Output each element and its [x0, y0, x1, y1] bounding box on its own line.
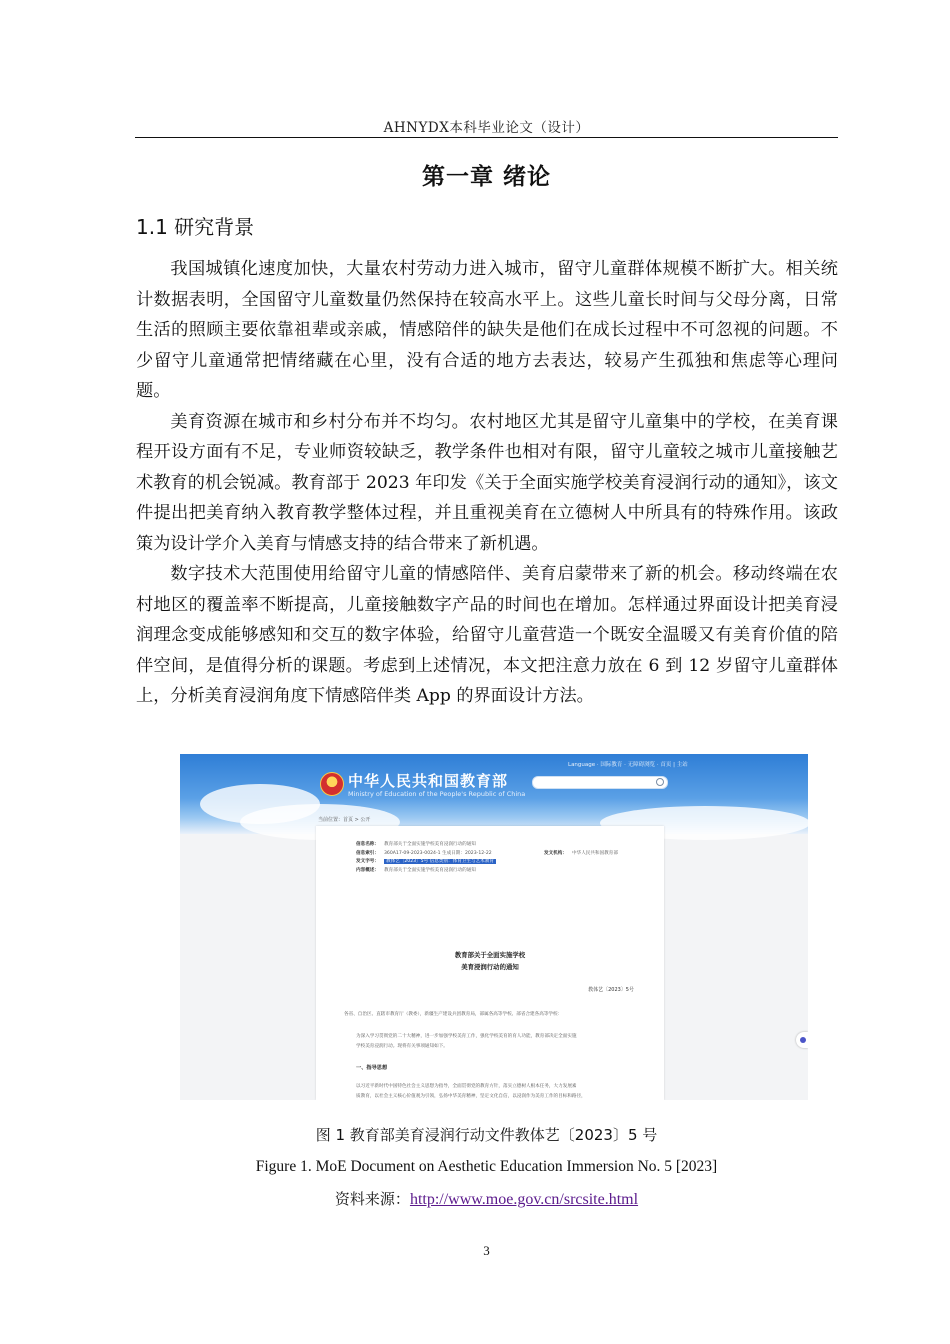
document-addressee: 各省、自治区、直辖市教育厅（教委），新疆生产建设兵团教育局，部属各高等学校、部省合建各高等学校：	[344, 1012, 563, 1017]
source-link[interactable]: http://www.moe.gov.cn/srcsite.html	[409, 1191, 639, 1208]
document-title-line: 美育浸润行动的通知	[461, 963, 519, 971]
meta-key: 发文机构：	[544, 850, 567, 856]
meta-table	[356, 840, 646, 874]
site-nav: Language · 国际教育 · 无障碍浏览 · 首页 | 主站	[568, 762, 688, 768]
meta-key: 发文字号：	[356, 859, 379, 865]
national-emblem-icon	[320, 772, 344, 796]
meta-key: 信息索引：	[356, 850, 379, 856]
figure-source	[135, 1188, 838, 1209]
meta-row	[356, 857, 646, 866]
paragraph: 数字技术大范围使用给留守儿童的情感陪伴、美育启蒙带来了新的机会。移动终端在农村地区的覆盖率不断提高，儿童接触数字产品的时间也在增加。怎样通过界面设计把美育浸润理念变成能够感知和交互的数字体验，给留守儿童营造一个既安全温暖又有美育价值的陪伴空间，是值得分析的课题。考虑到上述情况，本文把注意力放在 6 到 12 岁留守儿童群体上，分析美育浸润角度下情感陪伴类 App 的界面设计方法。	[136, 564, 838, 706]
document-title-line: 教育部关于全面实施学校	[454, 951, 526, 959]
source-label: 资料来源：	[334, 1190, 410, 1208]
document-panel	[316, 826, 664, 1100]
body-text	[136, 254, 838, 712]
side-float-tab	[796, 1032, 808, 1048]
document-text-line: 为深入学习贯彻党的二十大精神，进一步加强学校美育工作，强化学校美育的育人功能，教育部决定全面实施	[356, 1034, 577, 1039]
meta-value	[384, 858, 584, 864]
assistant-icon	[800, 1037, 806, 1043]
header-rule	[135, 137, 838, 138]
running-header: AHNYDX本科毕业论文（设计）	[383, 120, 590, 136]
document-number: 教体艺〔2023〕5号	[588, 987, 634, 993]
search-icon	[656, 778, 664, 786]
meta-row	[356, 849, 646, 858]
document-text-line: 以习近平新时代中国特色社会主义思想为指导，全面贯彻党的教育方针，落实立德树人根本任务，大力发展素	[356, 1084, 577, 1089]
site-subtitle: Ministry of Education of the People's Republic of China	[348, 790, 526, 798]
meta-value: 中华人民共和国教育部	[572, 850, 618, 856]
document-text-line: 质教育，以社会主义核心价值观为引领，弘扬中华美育精神，坚定文化自信，以浸润作为美育工作的目标和路径，	[356, 1094, 586, 1099]
document-text-line: 学校美育浸润行动。现将有关事项通知如下。	[356, 1044, 448, 1049]
document-section-heading: 一、指导思想	[356, 1065, 388, 1071]
site-banner	[180, 754, 808, 834]
figure-caption-en: Figure 1. MoE Document on Aesthetic Education Immersion No. 5 [2023]	[255, 1158, 718, 1175]
meta-key: 内容概述：	[356, 867, 379, 873]
breadcrumb: 当前位置：首页 > 公开	[318, 817, 371, 823]
meta-row	[356, 840, 646, 849]
meta-value: 教育部关于全面实施学校美育浸润行动的通知	[384, 842, 476, 848]
page-number: 3	[483, 1243, 490, 1258]
paragraph: 美育资源在城市和乡村分布并不均匀。农村地区尤其是留守儿童集中的学校，在美育课程开设方面有不足，专业师资较缺乏，教学条件也相对有限，留守儿童较之城市儿童接触艺术教育的机会锐减。教育部于 2023 年印发《关于全面实施学校美育浸润行动的通知》，该文件提出把美育纳入教育教学整体过程，并且重视美育在立德树人中所具有的特殊作用。该政策为设计学介入美育与情感支持的结合带来了新机遇。	[136, 411, 838, 554]
meta-value: 教育部关于全面实施学校美育浸润行动的通知	[384, 867, 476, 873]
figure-caption-zh: 图 1 教育部美育浸润行动文件教体艺〔2023〕5 号	[315, 1126, 658, 1144]
site-name: 中华人民共和国教育部	[348, 772, 509, 790]
meta-value: 360A17-09-2023-0024-1 生成日期：2023-12-22	[384, 850, 492, 856]
meta-row	[356, 866, 646, 875]
chapter-title: 第一章 绪论	[421, 164, 551, 190]
highlighted-doc-number: 教体艺〔2023〕5号 信息类别：体育卫生与艺术教育	[386, 859, 494, 865]
meta-key: 信息名称：	[356, 842, 379, 848]
site-search-box	[532, 776, 668, 789]
section-title: 1.1 研究背景	[136, 215, 255, 239]
figure-screenshot	[180, 754, 808, 1100]
paragraph: 我国城镇化速度加快，大量农村劳动力进入城市，留守儿童群体规模不断扩大。相关统计数据表明，全国留守儿童数量仍然保持在较高水平上。这些儿童长时间与父母分离，日常生活的照顾主要依靠祖辈或亲戚，情感陪伴的缺失是他们在成长过程中不可忽视的问题。不少留守儿童通常把情绪藏在心里，没有合适的地方去表达，较易产生孤独和焦虑等心理问题。	[136, 259, 838, 401]
